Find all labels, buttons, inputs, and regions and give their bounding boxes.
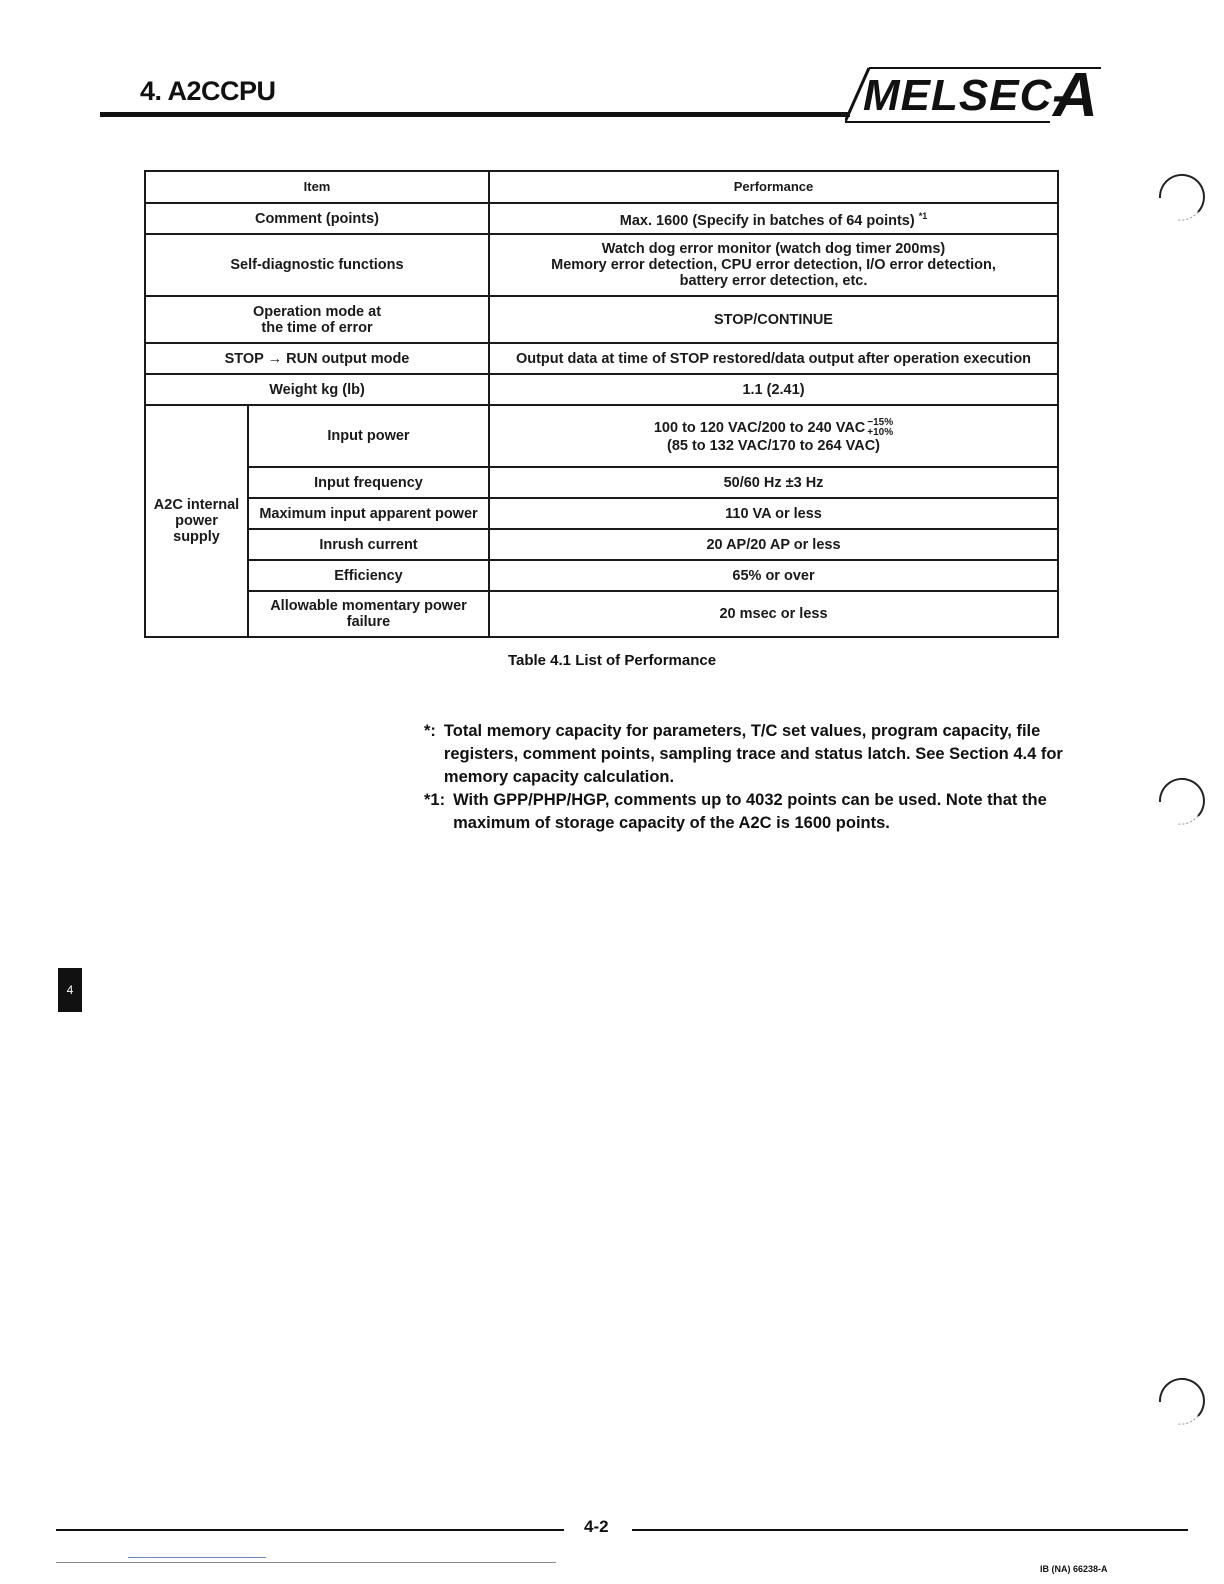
row-item: Inrush current <box>248 529 489 560</box>
header-item: Item <box>145 171 489 203</box>
tolerance: −15% +10% <box>867 417 894 438</box>
footnotes <box>424 720 1064 835</box>
section-title: 4. A2CCPU <box>140 76 276 106</box>
row-performance: 65% or over <box>489 560 1058 591</box>
punch-hole-icon <box>1150 168 1206 224</box>
table-header-row <box>145 171 1058 203</box>
row-item: STOP → RUN output mode <box>145 343 489 374</box>
melsec-logo <box>845 61 1107 130</box>
table-row <box>145 498 1058 529</box>
row-performance: Max. 1600 (Specify in batches of 64 points) $^{*1}$ <box>489 203 1058 234</box>
row-performance: Output data at time of STOP restored/data output after operation execution <box>489 343 1058 374</box>
row-item: Comment (points) <box>145 203 489 234</box>
row-item: Operation mode at the time of error <box>145 296 489 343</box>
table-row <box>145 203 1058 234</box>
page-number: 4-2 <box>584 1517 609 1536</box>
logo-text: MELSEC- <box>863 71 1068 120</box>
document-code: IB (NA) 66238-A <box>1040 1564 1108 1574</box>
table-row <box>145 343 1058 374</box>
footnote-text: With GPP/PHP/HGP, comments up to 4032 points can be used. Note that the maximum of storage capacity of the A2C is 1600 points. <box>453 791 1047 832</box>
row-performance: 20 AP/20 AP or less <box>489 529 1058 560</box>
footnote <box>424 720 1064 789</box>
header-performance: Performance <box>489 171 1058 203</box>
row-item: Self-diagnostic functions <box>145 234 489 296</box>
row-performance: 100 to 120 VAC/200 to 240 VAC −15% +10% (85 to 132 VAC/170 to 264 VAC) <box>489 405 1058 467</box>
row-item: Input power <box>248 405 489 467</box>
chapter-thumb-tab: 4 <box>58 968 82 1012</box>
performance-table <box>144 170 1059 638</box>
footnote-mark: *: <box>424 722 436 740</box>
table-row <box>145 467 1058 498</box>
power-group-label: A2C internal power supply <box>145 405 248 637</box>
bottom-mark <box>128 1557 266 1558</box>
table-row <box>145 560 1058 591</box>
table-caption: Table 4.1 List of Performance <box>507 652 717 669</box>
row-performance: 50/60 Hz ±3 Hz <box>489 467 1058 498</box>
row-item: Weight kg (lb) <box>145 374 489 405</box>
row-performance: STOP/CONTINUE <box>489 296 1058 343</box>
logo-letter: A <box>1053 61 1098 130</box>
row-item: Efficiency <box>248 560 489 591</box>
row-performance: Watch dog error monitor (watch dog timer 200ms) Memory error detection, CPU error detection, I/O error detection, battery error detection, etc. <box>489 234 1058 296</box>
row-performance: 20 msec or less <box>489 591 1058 637</box>
row-item: Allowable momentary power failure <box>248 591 489 637</box>
row-performance: 1.1 (2.41) <box>489 374 1058 405</box>
footer-rule-left <box>56 1529 564 1531</box>
punch-hole-icon <box>1150 772 1206 828</box>
row-performance: 110 VA or less <box>489 498 1058 529</box>
table-row <box>145 234 1058 296</box>
row-item: Maximum input apparent power <box>248 498 489 529</box>
table-row <box>145 405 1058 467</box>
table-row <box>145 529 1058 560</box>
footnote <box>424 789 1064 835</box>
row-item: Input frequency <box>248 467 489 498</box>
table-row <box>145 296 1058 343</box>
footnote-mark: *1: <box>424 791 446 809</box>
bottom-rule <box>56 1562 556 1563</box>
table-row <box>145 591 1058 637</box>
table-row <box>145 374 1058 405</box>
header-rule <box>100 112 850 117</box>
punch-hole-icon <box>1150 1372 1206 1428</box>
footnote-ref: *1 <box>918 211 928 222</box>
footer-rule-right <box>632 1529 1188 1531</box>
footnote-text: Total memory capacity for parameters, T/C set values, program capacity, file registers, comment points, sampling trace and status latch. See Section 4.4 for memory capacity calculation. <box>443 722 1063 786</box>
